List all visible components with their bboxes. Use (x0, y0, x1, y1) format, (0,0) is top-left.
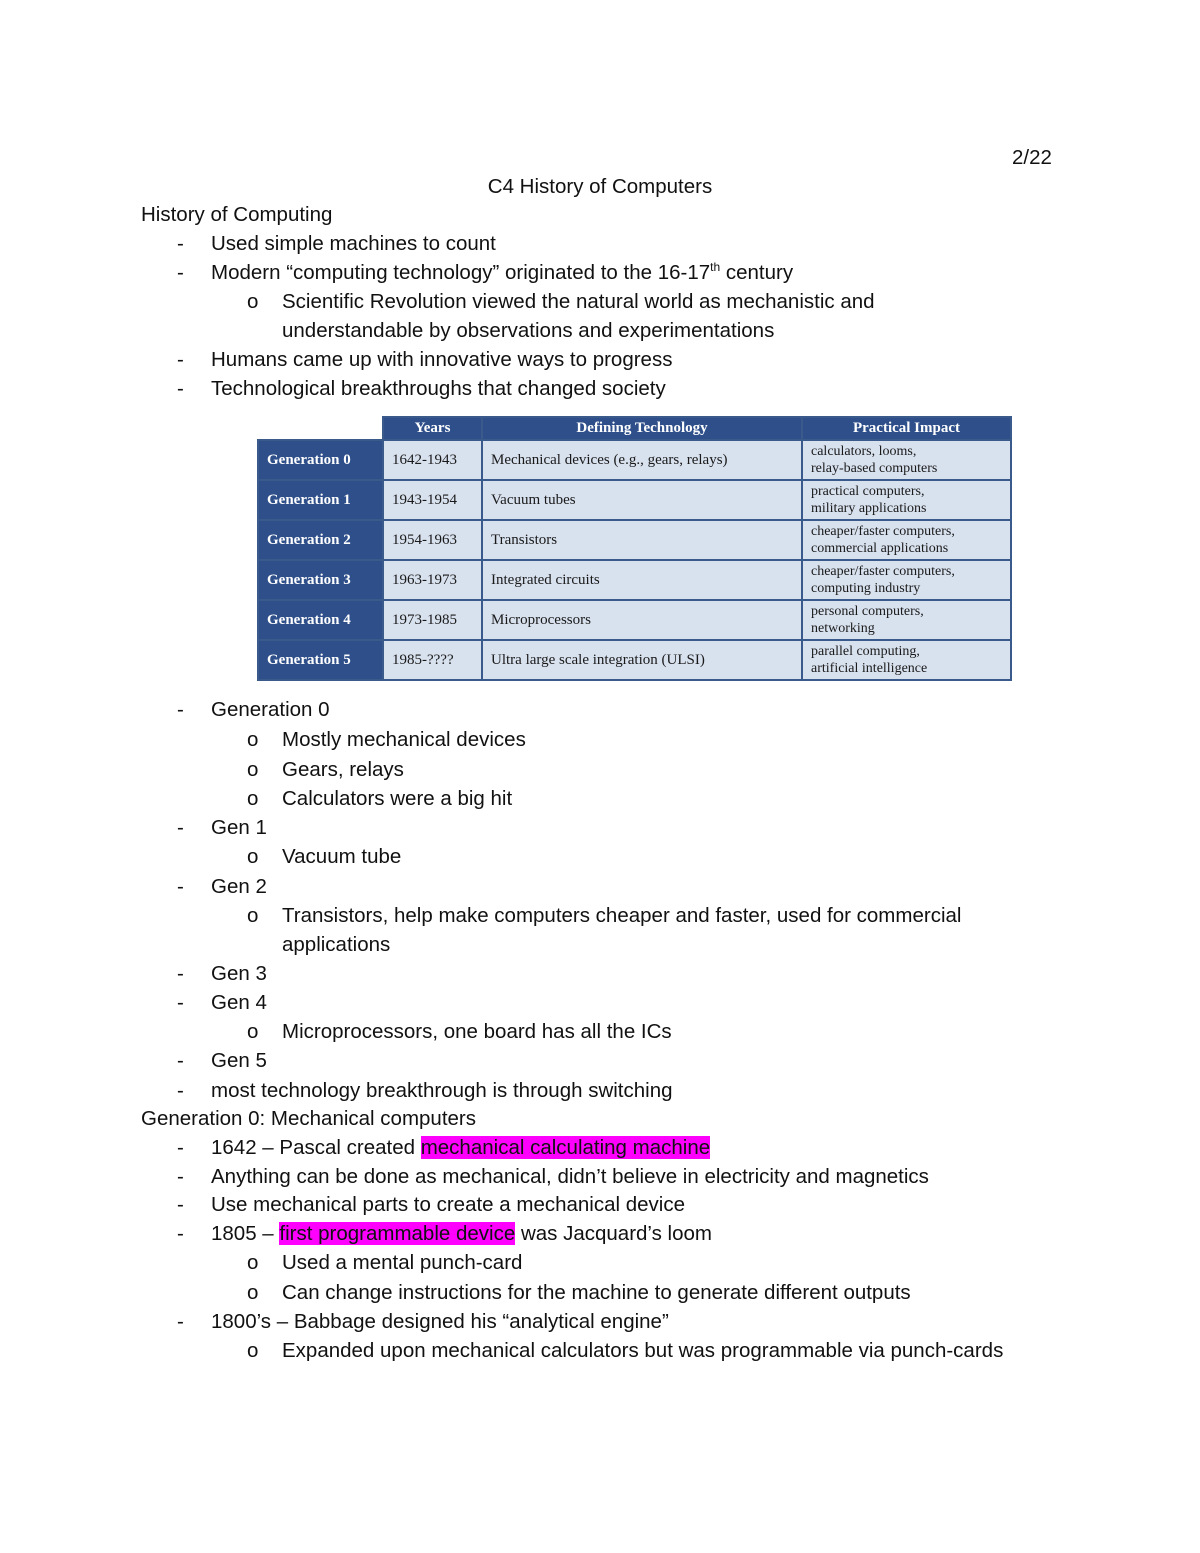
circle-bullet: o (247, 1339, 259, 1362)
technology-cell: Integrated circuits (482, 560, 802, 600)
dash-bullet: - (177, 261, 184, 284)
dash-bullet: - (177, 1222, 184, 1245)
technology-cell: Microprocessors (482, 600, 802, 640)
list-item: Gen 3 (211, 962, 267, 985)
table-row (258, 640, 1011, 680)
list-item: Modern “computing technology” originated to the 16-17th century (211, 260, 794, 284)
list-subitem: Can change instructions for the machine to generate different outputs (282, 1281, 911, 1304)
list-item: 1800’s – Babbage designed his “analytical engine” (211, 1310, 669, 1333)
years-cell: 1963-1973 (383, 560, 482, 600)
section-heading-history-of-computing: History of Computing (141, 203, 333, 226)
dash-bullet: - (177, 991, 184, 1014)
list-item: Anything can be done as mechanical, didn’t believe in electricity and magnetics (211, 1165, 929, 1188)
column-header-defining-technology: Defining Technology (482, 417, 802, 440)
list-subitem: Scientific Revolution viewed the natural world as mechanistic and (282, 290, 875, 313)
highlighted-text: mechanical calculating machine (420, 1136, 711, 1159)
dash-bullet: - (177, 816, 184, 839)
impact-cell: cheaper/faster computers, commercial applications (802, 520, 1011, 560)
dash-bullet: - (177, 875, 184, 898)
circle-bullet: o (247, 290, 259, 313)
list-subitem: Microprocessors, one board has all the ICs (282, 1020, 672, 1043)
column-header-practical-impact: Practical Impact (802, 417, 1011, 440)
technology-cell: Transistors (482, 520, 802, 560)
list-item: Use mechanical parts to create a mechanical device (211, 1193, 686, 1216)
generation-cell: Generation 5 (258, 640, 383, 680)
list-subitem: Calculators were a big hit (282, 787, 513, 810)
circle-bullet: o (247, 1281, 259, 1304)
list-subitem-continued: applications (282, 933, 391, 956)
page-number: 2/22 (1012, 146, 1052, 169)
list-subitem: Expanded upon mechanical calculators but was programmable via punch-cards (282, 1339, 1004, 1362)
dash-bullet: - (177, 962, 184, 985)
dash-bullet: - (177, 1165, 184, 1188)
generation-cell: Generation 0 (258, 440, 383, 480)
generations-table (257, 416, 1012, 681)
dash-bullet: - (177, 1049, 184, 1072)
list-subitem: Vacuum tube (282, 845, 402, 868)
impact-cell: parallel computing, artificial intelligence (802, 640, 1011, 680)
dash-bullet: - (177, 232, 184, 255)
dash-bullet: - (177, 377, 184, 400)
impact-cell: personal computers, networking (802, 600, 1011, 640)
table-row (258, 520, 1011, 560)
list-item: Generation 0 (211, 698, 330, 721)
impact-cell: practical computers, military applications (802, 480, 1011, 520)
dash-bullet: - (177, 1079, 184, 1102)
years-cell: 1954-1963 (383, 520, 482, 560)
highlighted-text: first programmable device (279, 1222, 516, 1245)
dash-bullet: - (177, 1193, 184, 1216)
impact-cell: cheaper/faster computers, computing industry (802, 560, 1011, 600)
circle-bullet: o (247, 787, 259, 810)
list-item: Gen 2 (211, 875, 267, 898)
table-row (258, 480, 1011, 520)
years-cell: 1642-1943 (383, 440, 482, 480)
technology-cell: Ultra large scale integration (ULSI) (482, 640, 802, 680)
list-subitem: Gears, relays (282, 758, 404, 781)
list-item: Gen 4 (211, 991, 267, 1014)
list-item: most technology breakthrough is through switching (211, 1079, 673, 1102)
list-item: Used simple machines to count (211, 232, 496, 255)
column-header-years: Years (383, 417, 482, 440)
impact-cell: calculators, looms, relay-based computers (802, 440, 1011, 480)
dash-bullet: - (177, 1310, 184, 1333)
list-subitem: Used a mental punch-card (282, 1251, 523, 1274)
list-item: Gen 1 (211, 816, 267, 839)
table-row (258, 600, 1011, 640)
circle-bullet: o (247, 845, 259, 868)
technology-cell: Vacuum tubes (482, 480, 802, 520)
list-subitem: Transistors, help make computers cheaper and faster, used for commercial (282, 904, 962, 927)
dash-bullet: - (177, 1136, 184, 1159)
circle-bullet: o (247, 1020, 259, 1043)
generation-cell: Generation 4 (258, 600, 383, 640)
dash-bullet: - (177, 698, 184, 721)
circle-bullet: o (247, 1251, 259, 1274)
circle-bullet: o (247, 904, 259, 927)
table-row (258, 440, 1011, 480)
table-header-row (258, 417, 1011, 440)
list-item: Humans came up with innovative ways to progress (211, 348, 673, 371)
section-heading-generation-0: Generation 0: Mechanical computers (141, 1107, 477, 1130)
list-item: 1805 – first programmable device was Jacquard’s loom (211, 1222, 712, 1245)
years-cell: 1985-???? (383, 640, 482, 680)
page-title: C4 History of Computers (487, 175, 713, 198)
years-cell: 1973-1985 (383, 600, 482, 640)
years-cell: 1943-1954 (383, 480, 482, 520)
circle-bullet: o (247, 758, 259, 781)
generation-cell: Generation 1 (258, 480, 383, 520)
list-item: 1642 – Pascal created mechanical calculating machine (211, 1136, 711, 1159)
technology-cell: Mechanical devices (e.g., gears, relays) (482, 440, 802, 480)
list-subitem: Mostly mechanical devices (282, 728, 526, 751)
generation-cell: Generation 2 (258, 520, 383, 560)
list-item: Technological breakthroughs that changed society (211, 377, 666, 400)
circle-bullet: o (247, 728, 259, 751)
dash-bullet: - (177, 348, 184, 371)
list-item: Gen 5 (211, 1049, 267, 1072)
table-row (258, 560, 1011, 600)
table-corner (258, 417, 383, 440)
generation-cell: Generation 3 (258, 560, 383, 600)
list-subitem-continued: understandable by observations and experimentations (282, 319, 775, 342)
